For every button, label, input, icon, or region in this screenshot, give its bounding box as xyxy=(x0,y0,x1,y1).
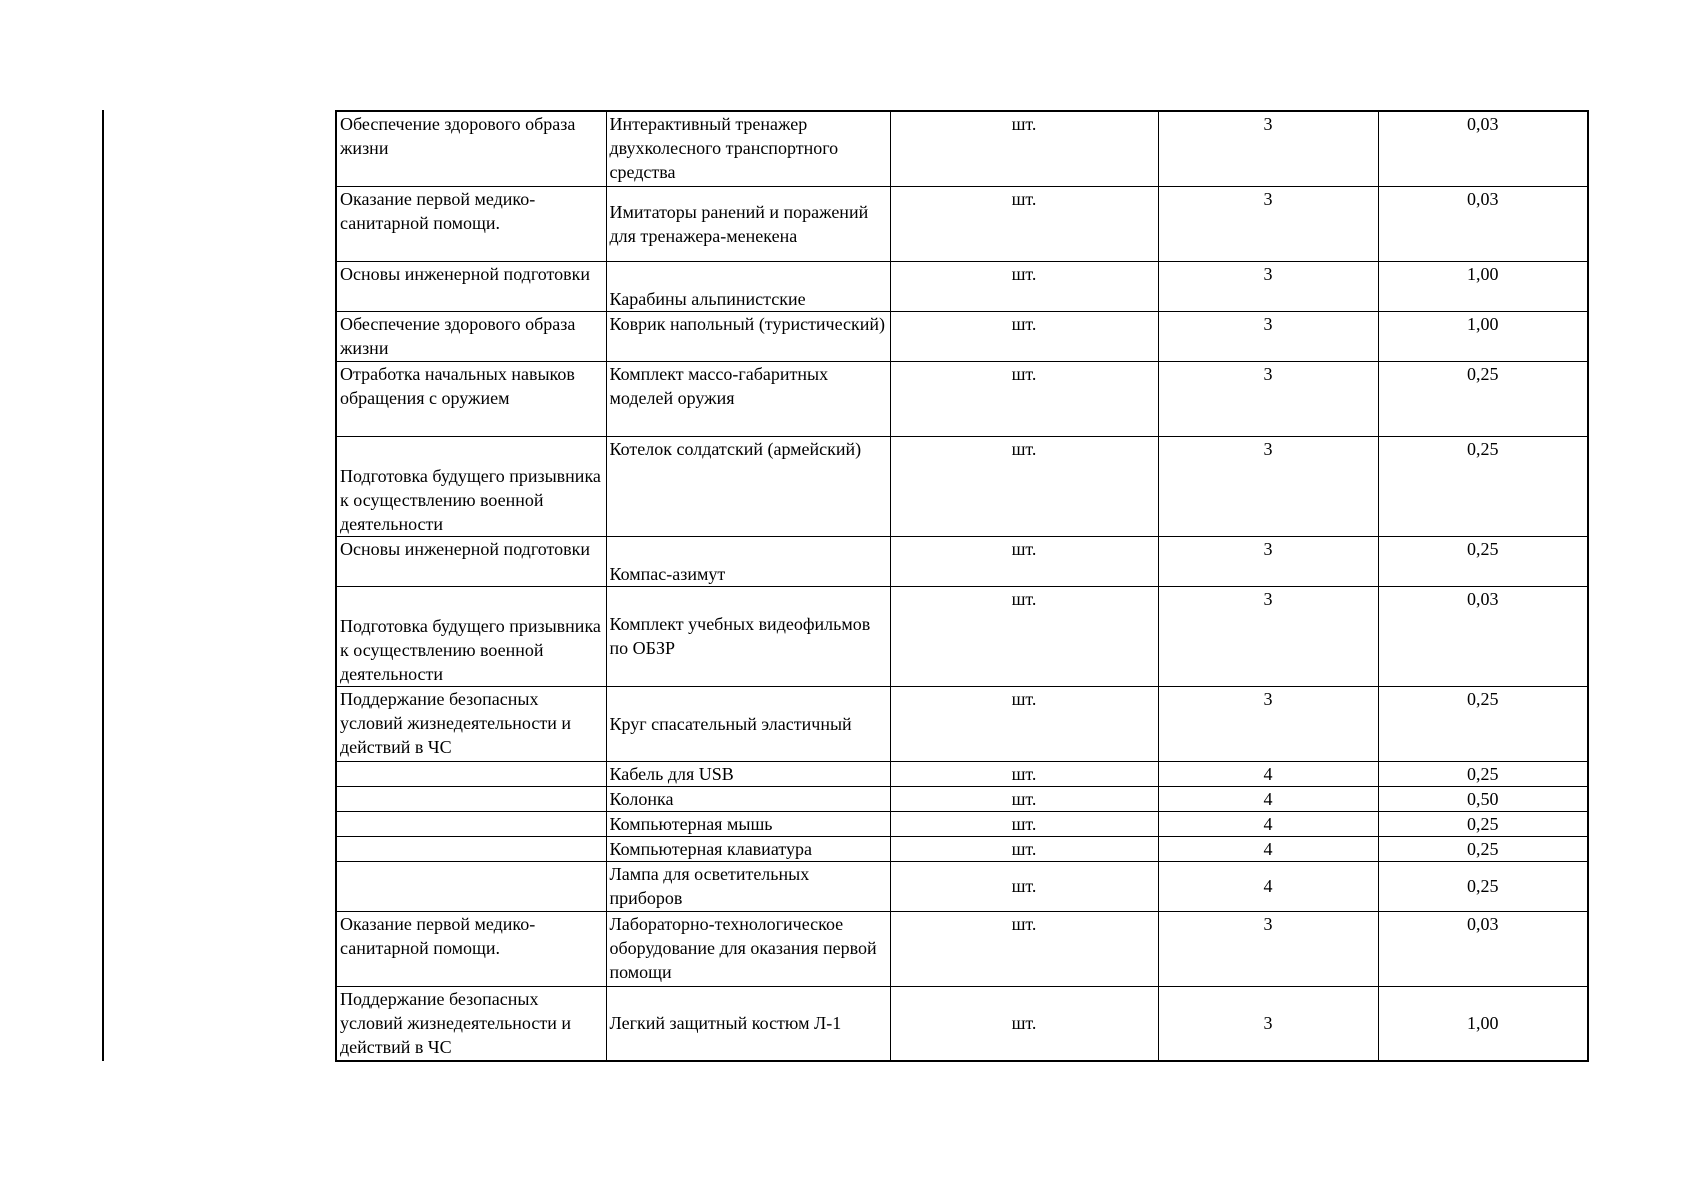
topic-cell: Основы инженерной подготовки xyxy=(336,261,606,311)
norm-cell: 0,03 xyxy=(1378,911,1588,986)
quantity-cell: 4 xyxy=(1158,836,1378,861)
table-row xyxy=(336,986,1588,1061)
unit-cell: шт. xyxy=(890,836,1158,861)
quantity-cell: 3 xyxy=(1158,361,1378,436)
left-margin-line xyxy=(102,110,104,1061)
table-row xyxy=(336,111,1588,186)
item-cell: Лабораторно-технологическое оборудование для оказания первой помощи xyxy=(606,911,890,986)
topic-cell: Оказание первой медико-санитарной помощи. xyxy=(336,186,606,261)
topic-cell xyxy=(336,761,606,786)
quantity-cell: 3 xyxy=(1158,586,1378,686)
topic-cell: Подготовка будущего призывника к осуществлению военной деятельности xyxy=(336,436,606,536)
quantity-cell: 3 xyxy=(1158,186,1378,261)
norm-cell: 1,00 xyxy=(1378,986,1588,1061)
quantity-cell: 3 xyxy=(1158,311,1378,361)
item-cell: Компьютерная клавиатура xyxy=(606,836,890,861)
item-cell: Котелок солдатский (армейский) xyxy=(606,436,890,536)
unit-cell: шт. xyxy=(890,686,1158,761)
unit-cell: шт. xyxy=(890,861,1158,911)
quantity-cell: 3 xyxy=(1158,111,1378,186)
topic-cell: Поддержание безопасных условий жизнедеятельности и действий в ЧС xyxy=(336,686,606,761)
norm-cell: 0,25 xyxy=(1378,361,1588,436)
unit-cell: шт. xyxy=(890,186,1158,261)
topic-cell: Обеспечение здорового образа жизни xyxy=(336,111,606,186)
table-row xyxy=(336,911,1588,986)
norm-cell: 0,50 xyxy=(1378,786,1588,811)
quantity-cell: 3 xyxy=(1158,986,1378,1061)
norm-cell: 0,25 xyxy=(1378,861,1588,911)
equipment-table xyxy=(335,110,1589,1062)
unit-cell: шт. xyxy=(890,536,1158,586)
quantity-cell: 4 xyxy=(1158,761,1378,786)
item-cell: Легкий защитный костюм Л-1 xyxy=(606,986,890,1061)
item-cell: Интерактивный тренажер двухколесного транспортного средства xyxy=(606,111,890,186)
unit-cell: шт. xyxy=(890,811,1158,836)
norm-cell: 0,03 xyxy=(1378,586,1588,686)
table-row xyxy=(336,586,1588,686)
table-row xyxy=(336,261,1588,311)
item-cell: Колонка xyxy=(606,786,890,811)
norm-cell: 0,25 xyxy=(1378,836,1588,861)
unit-cell: шт. xyxy=(890,911,1158,986)
item-cell: Комплект учебных видеофильмов по ОБЗР xyxy=(606,586,890,686)
unit-cell: шт. xyxy=(890,361,1158,436)
norm-cell: 0,25 xyxy=(1378,686,1588,761)
topic-cell: Поддержание безопасных условий жизнедеятельности и действий в ЧС xyxy=(336,986,606,1061)
table-row xyxy=(336,436,1588,536)
table-row xyxy=(336,836,1588,861)
item-cell: Карабины альпинистские xyxy=(606,261,890,311)
norm-cell: 1,00 xyxy=(1378,311,1588,361)
unit-cell: шт. xyxy=(890,261,1158,311)
unit-cell: шт. xyxy=(890,986,1158,1061)
unit-cell: шт. xyxy=(890,111,1158,186)
quantity-cell: 4 xyxy=(1158,811,1378,836)
item-cell: Компьютерная мышь xyxy=(606,811,890,836)
quantity-cell: 3 xyxy=(1158,436,1378,536)
topic-cell xyxy=(336,836,606,861)
unit-cell: шт. xyxy=(890,786,1158,811)
topic-cell: Подготовка будущего призывника к осуществлению военной деятельности xyxy=(336,586,606,686)
norm-cell: 1,00 xyxy=(1378,261,1588,311)
topic-cell: Основы инженерной подготовки xyxy=(336,536,606,586)
unit-cell: шт. xyxy=(890,311,1158,361)
table-row xyxy=(336,186,1588,261)
item-cell: Компас-азимут xyxy=(606,536,890,586)
topic-cell xyxy=(336,811,606,836)
item-cell: Имитаторы ранений и поражений для тренажера-менекена xyxy=(606,186,890,261)
norm-cell: 0,25 xyxy=(1378,436,1588,536)
item-cell: Кабель для USB xyxy=(606,761,890,786)
quantity-cell: 3 xyxy=(1158,686,1378,761)
table-row xyxy=(336,311,1588,361)
topic-cell xyxy=(336,861,606,911)
item-cell: Круг спасательный эластичный xyxy=(606,686,890,761)
unit-cell: шт. xyxy=(890,761,1158,786)
norm-cell: 0,25 xyxy=(1378,761,1588,786)
unit-cell: шт. xyxy=(890,586,1158,686)
norm-cell: 0,25 xyxy=(1378,536,1588,586)
quantity-cell: 4 xyxy=(1158,786,1378,811)
quantity-cell: 3 xyxy=(1158,911,1378,986)
quantity-cell: 4 xyxy=(1158,861,1378,911)
topic-cell xyxy=(336,786,606,811)
topic-cell: Обеспечение здорового образа жизни xyxy=(336,311,606,361)
norm-cell: 0,03 xyxy=(1378,111,1588,186)
norm-cell: 0,03 xyxy=(1378,186,1588,261)
table-row xyxy=(336,361,1588,436)
norm-cell: 0,25 xyxy=(1378,811,1588,836)
quantity-cell: 3 xyxy=(1158,536,1378,586)
topic-cell: Отработка начальных навыков обращения с оружием xyxy=(336,361,606,436)
table-row xyxy=(336,861,1588,911)
table-row xyxy=(336,536,1588,586)
item-cell: Лампа для осветительных приборов xyxy=(606,861,890,911)
topic-cell: Оказание первой медико-санитарной помощи. xyxy=(336,911,606,986)
quantity-cell: 3 xyxy=(1158,261,1378,311)
item-cell: Комплект массо-габаритных моделей оружия xyxy=(606,361,890,436)
table-row xyxy=(336,761,1588,786)
table-row xyxy=(336,811,1588,836)
unit-cell: шт. xyxy=(890,436,1158,536)
table-row xyxy=(336,786,1588,811)
table-row xyxy=(336,686,1588,761)
item-cell: Коврик напольный (туристический) xyxy=(606,311,890,361)
